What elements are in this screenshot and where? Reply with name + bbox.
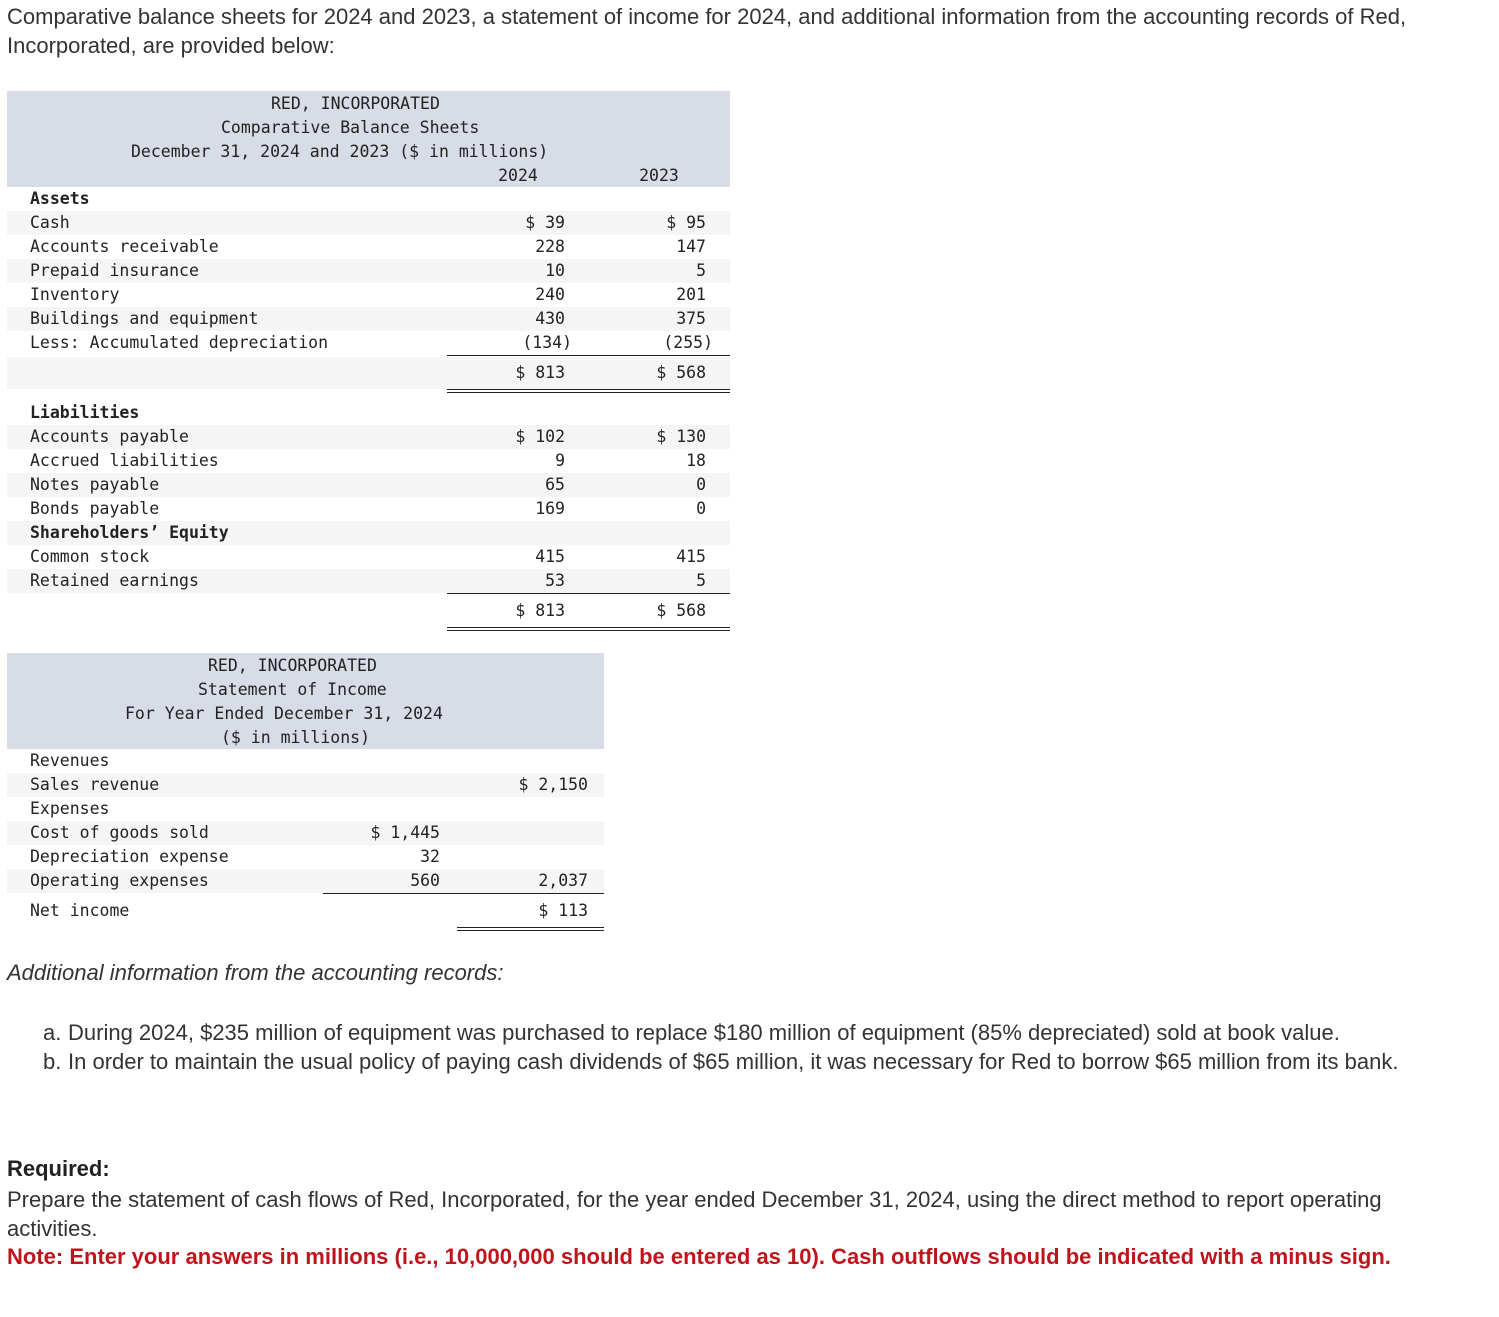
total-assets-row: $ 813 $ 568 xyxy=(7,357,730,389)
spacer xyxy=(7,927,604,935)
statement-subtitle: For Year Ended December 31, 2024 xyxy=(125,704,443,723)
additional-info-heading: Additional information from the accounting records: xyxy=(7,960,504,985)
company-name: RED, INCORPORATED xyxy=(271,94,440,113)
statement-subtitle: December 31, 2024 and 2023 ($ in millions) xyxy=(131,142,549,161)
note-text: Note: Enter your answers in millions (i.e., 10,000,000 should be entered as 10). Cash outflows should be indicated with a minus sign. xyxy=(7,1244,1391,1269)
table-row: Retained earnings 53 5 xyxy=(7,569,730,593)
table-row: Accrued liabilities 9 18 xyxy=(30,451,706,470)
balance-sheet-table xyxy=(7,91,730,635)
column-header-2024: 2024 xyxy=(498,166,538,185)
table-row: Sales revenue $ 2,150 xyxy=(7,773,604,797)
list-item: b. In order to maintain the usual policy of paying cash dividends of $65 million, it was necessary for Red to borrow $65 million from its bank. xyxy=(43,1049,1399,1074)
table-row: Operating expenses 560 2,037 xyxy=(7,869,604,893)
statement-title: Statement of Income xyxy=(198,680,387,699)
income-statement-header xyxy=(7,653,604,749)
required-heading: Required: xyxy=(7,1156,110,1181)
total-liabilities-equity-row: $ 813 $ 568 xyxy=(7,595,730,627)
table-row: Accounts receivable 228 147 xyxy=(30,237,706,256)
spacer xyxy=(7,389,730,397)
table-row: Inventory 240 201 xyxy=(30,285,706,304)
section-heading-liabilities: Liabilities xyxy=(30,403,140,422)
column-header-2023: 2023 xyxy=(639,166,679,185)
table-row: Depreciation expense 32 xyxy=(30,847,440,866)
section-heading-assets: Assets xyxy=(30,189,90,208)
section-heading-equity: Shareholders’ Equity xyxy=(7,521,730,545)
net-income-row: Net income $ 113 xyxy=(7,895,604,927)
intro-text: Comparative balance sheets for 2024 and 2023, a statement of income for 2024, and additional information from the accounting records of Red, Incorporated, are provided below: xyxy=(7,4,1407,58)
statement-units: ($ in millions) xyxy=(221,728,371,747)
statement-title: Comparative Balance Sheets xyxy=(221,118,480,137)
double-underline xyxy=(457,927,604,931)
table-row: Bonds payable 169 0 xyxy=(30,499,706,518)
table-row: Prepaid insurance 10 5 xyxy=(7,259,730,283)
table-row: Common stock 415 415 xyxy=(30,547,706,566)
underline xyxy=(323,893,604,894)
company-name: RED, INCORPORATED xyxy=(208,656,377,675)
total-expenses: 2,037 xyxy=(538,871,588,890)
required-text: Prepare the statement of cash flows of Red, Incorporated, for the year ended December 31, 2024, using the direct method to report operating activities. xyxy=(7,1187,1382,1241)
balance-sheet-header xyxy=(7,91,730,187)
double-underline xyxy=(447,627,730,631)
income-statement-table xyxy=(7,653,604,935)
additional-info-list xyxy=(40,1018,1485,1076)
table-row: Cost of goods sold $ 1,445 xyxy=(7,821,604,845)
double-underline xyxy=(447,389,730,393)
table-row: Cash $ 39 $ 95 xyxy=(7,211,730,235)
section-heading-revenues: Revenues xyxy=(30,751,110,770)
table-row: Less: Accumulated depreciation (134) (255) xyxy=(30,333,713,352)
underline xyxy=(447,355,730,356)
table-row: Accounts payable $ 102 $ 130 xyxy=(7,425,730,449)
list-item: a. During 2024, $235 million of equipment was purchased to replace $180 million of equipment (85% depreciated) sold at book value. xyxy=(43,1020,1340,1045)
spacer xyxy=(7,627,730,635)
table-row: Buildings and equipment 430 375 xyxy=(7,307,730,331)
table-row: Notes payable 65 0 xyxy=(7,473,730,497)
section-heading-expenses: Expenses xyxy=(30,799,110,818)
underline xyxy=(447,593,730,594)
